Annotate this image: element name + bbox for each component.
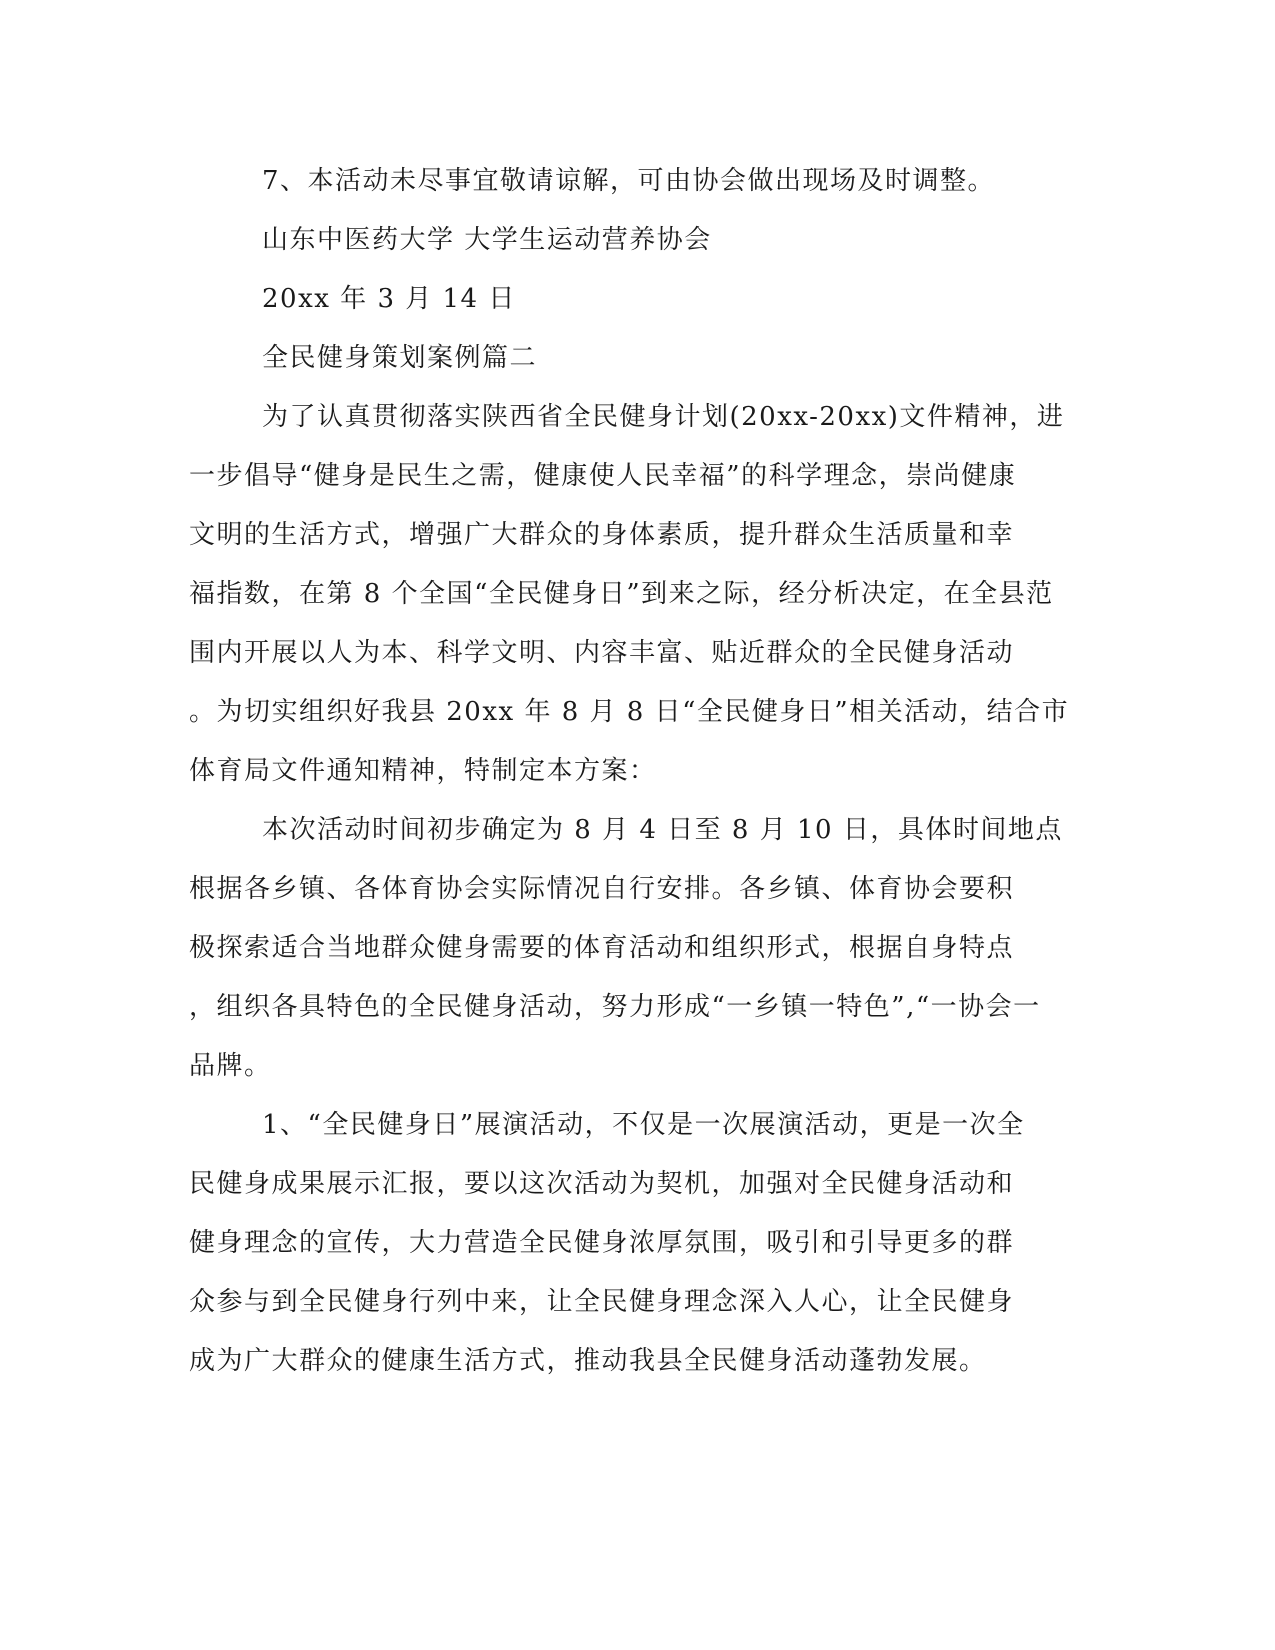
paragraph-line: 根据各乡镇、各体育协会实际情况自行安排。各乡镇、体育协会要积: [189, 874, 1015, 904]
closing-item-7: 7、本活动未尽事宜敬请谅解，可由协会做出现场及时调整。: [262, 166, 996, 196]
document-date: 20xx 年 3 月 14 日: [262, 284, 516, 314]
paragraph-line: 体育局文件通知精神，特制定本方案：: [189, 756, 657, 786]
paragraph-line: 极探索适合当地群众健身需要的体育活动和组织形式，根据自身特点: [189, 933, 1015, 963]
section-heading: 全民健身策划案例篇二: [262, 343, 538, 373]
paragraph-line: 众参与到全民健身行列中来，让全民健身理念深入人心，让全民健身: [189, 1287, 1015, 1317]
paragraph-line: 围内开展以人为本、科学文明、内容丰富、贴近群众的全民健身活动: [189, 638, 1015, 668]
organization-signature: 山东中医药大学 大学生运动营养协会: [262, 225, 712, 255]
paragraph-line: 健身理念的宣传，大力营造全民健身浓厚氛围，吸引和引导更多的群: [189, 1228, 1015, 1258]
paragraph-line: 1、“全民健身日”展演活动，不仅是一次展演活动，更是一次全: [262, 1110, 1025, 1140]
paragraph-line: 品牌。: [189, 1051, 272, 1081]
paragraph-line: 成为广大群众的健康生活方式，推动我县全民健身活动蓬勃发展。: [189, 1346, 987, 1376]
paragraph-line: 为了认真贯彻落实陕西省全民健身计划(20xx-20xx)文件精神，进: [262, 402, 1065, 432]
paragraph-line: 民健身成果展示汇报，要以这次活动为契机，加强对全民健身活动和: [189, 1169, 1015, 1199]
paragraph-line: 。为切实组织好我县 20xx 年 8 月 8 日“全民健身日”相关活动，结合市: [189, 697, 1070, 727]
paragraph-line: 文明的生活方式，增强广大群众的身体素质，提升群众生活质量和幸: [189, 520, 1015, 550]
paragraph-line: 福指数，在第 8 个全国“全民健身日”到来之际，经分析决定，在全县范: [189, 579, 1054, 609]
paragraph-line: ，组织各具特色的全民健身活动，努力形成“一乡镇一特色”,“一协会一: [189, 992, 1041, 1022]
paragraph-line: 本次活动时间初步确定为 8 月 4 日至 8 月 10 日，具体时间地点: [262, 815, 1063, 845]
paragraph-line: 一步倡导“健身是民生之需，健康使人民幸福”的科学理念，崇尚健康: [189, 461, 1017, 491]
